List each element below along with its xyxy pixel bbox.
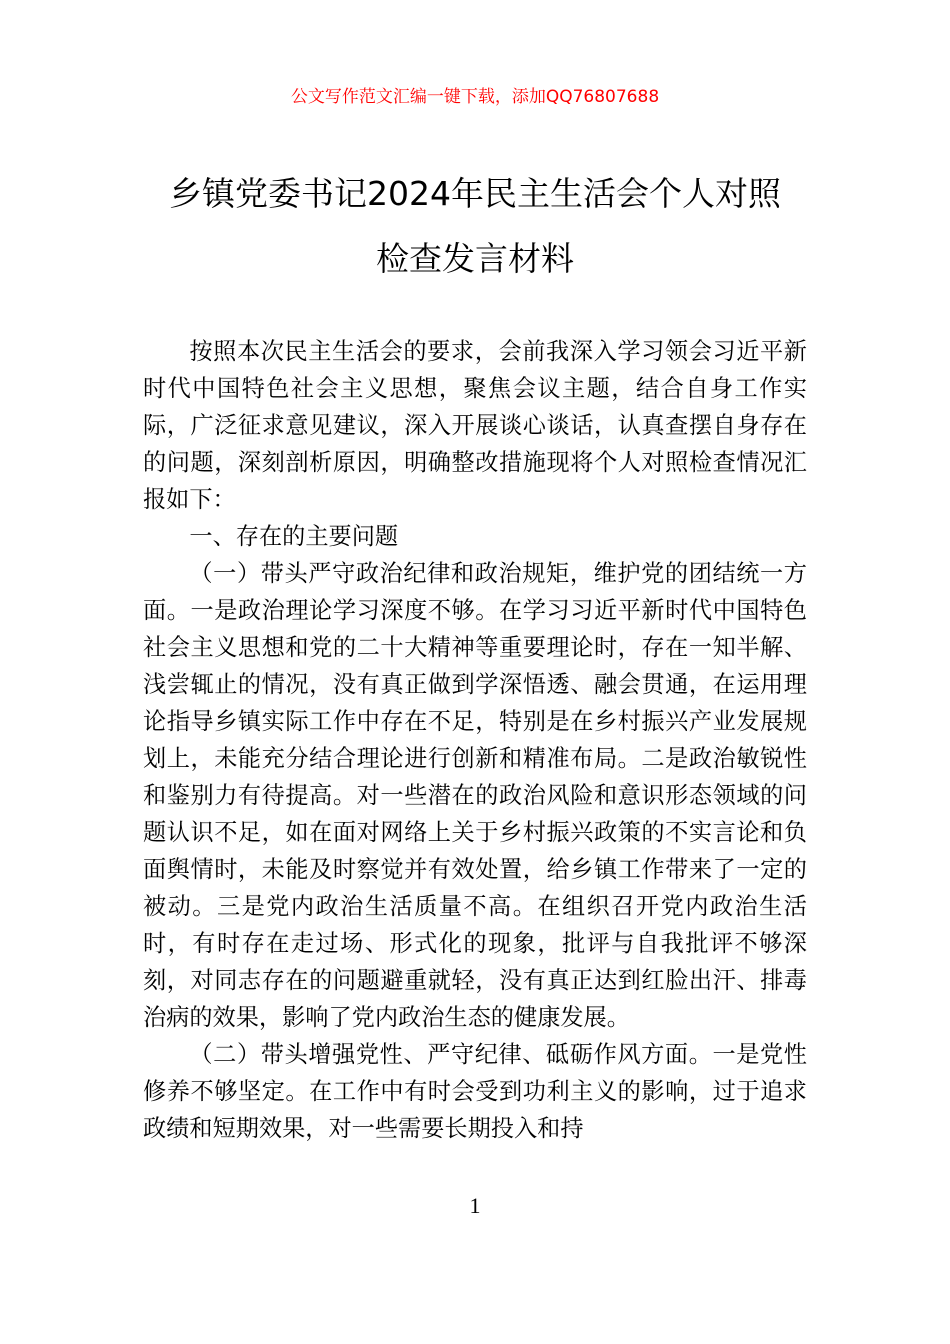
body-paragraph: （二）带头增强党性、严守纪律、砥砺作风方面。一是党性修养不够坚定。在工作中有时会受到功利主义的影响，过于追求政绩和短期效果，对一些需要长期投入和持 xyxy=(143,1041,807,1142)
page-number: 1 xyxy=(469,1193,481,1218)
header-note: 公文写作范文汇编一键下载，添加QQ76807688 xyxy=(290,87,660,107)
document-title-line-1: 乡镇党委书记2024年民主生活会个人对照 xyxy=(169,174,781,213)
section-heading: 一、存在的主要问题 xyxy=(189,523,399,550)
document-title-line-2: 检查发言材料 xyxy=(376,239,574,278)
body-paragraph: （一）带头严守政治纪律和政治规矩，维护党的团结统一方面。一是政治理论学习深度不够。在学习习近平新时代中国特色社会主义思想和党的二十大精神等重要理论时，存在一知半解、浅尝辄止的情况，没有真正做到学深悟透、融会贯通，在运用理论指导乡镇实际工作中存在不足，特别是在乡村振兴产业发展规划上，未能充分结合理论进行创新和精准布局。二是政治敏锐性和鉴别力有待提高。对一些潜在的政治风险和意识形态领域的问题认识不足，如在面对网络上关于乡村振兴政策的不实言论和负面舆情时，未能及时察觉并有效处置，给乡镇工作带来了一定的被动。三是党内政治生活质量不高。在组织召开党内政治生活时，有时存在走过场、形式化的现象，批评与自我批评不够深刻，对同志存在的问题避重就轻，没有真正达到红脸出汗、排毒治病的效果，影响了党内政治生态的健康发展。 xyxy=(143,560,807,1031)
document-body xyxy=(143,333,807,1147)
intro-paragraph: 按照本次民主生活会的要求，会前我深入学习领会习近平新时代中国特色社会主义思想，聚焦会议主题，结合自身工作实际，广泛征求意见建议，深入开展谈心谈话，认真查摆自身存在的问题，深刻剖析原因，明确整改措施现将个人对照检查情况汇报如下： xyxy=(143,338,807,513)
